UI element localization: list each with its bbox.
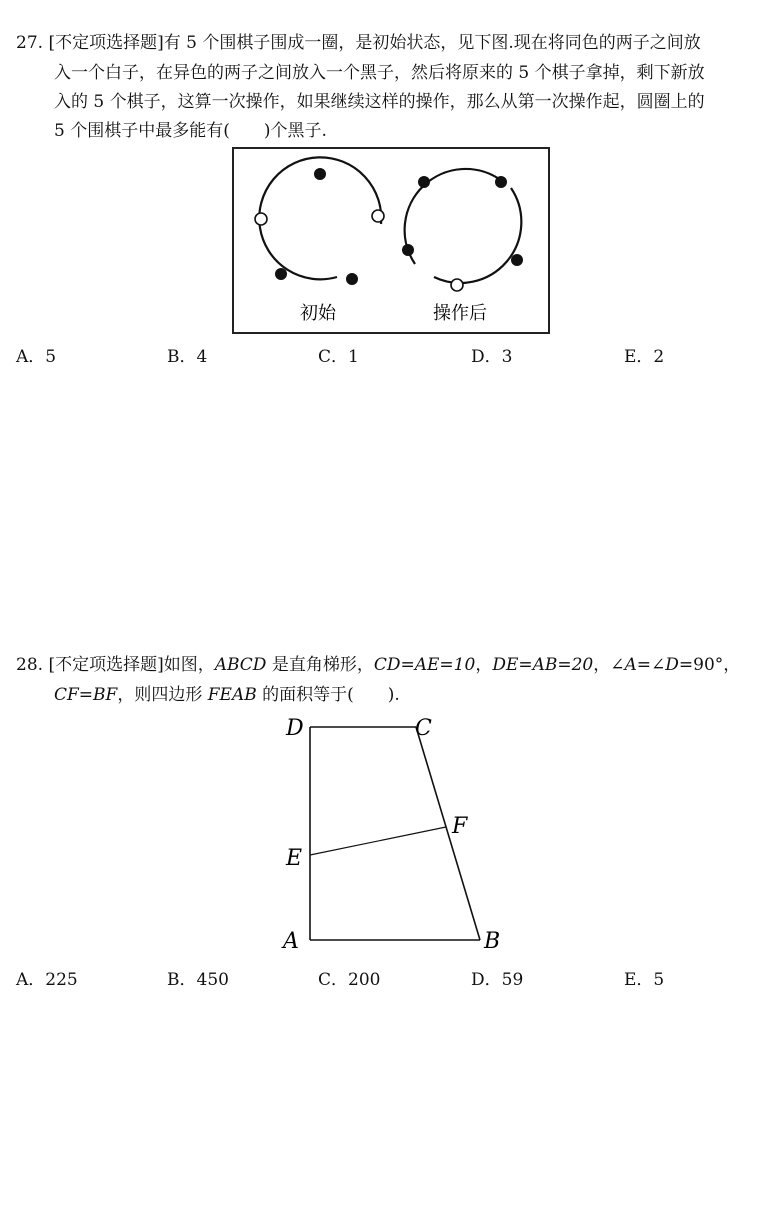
label-a: A (283, 929, 299, 954)
caption-initial: 初始 (300, 303, 336, 324)
caption-after-operation: 操作后 (433, 303, 487, 324)
q28-choice-b[interactable]: B．450 (167, 970, 229, 990)
q27-choice-b[interactable]: B．4 (167, 347, 208, 367)
q27-choice-d[interactable]: D．3 (471, 347, 513, 367)
q27-line-4: 5 个围棋子中最多能有( )个黑子. (54, 121, 327, 141)
go-stones-figure (232, 147, 550, 334)
label-f: F (452, 814, 468, 839)
q27-line-3: 入的 5 个棋子，这算一次操作，如果继续这样的操作，那么从第一次操作起，圆圈上的 (54, 92, 705, 112)
q28-choice-e[interactable]: E．5 (624, 970, 665, 990)
segment-cb (416, 727, 480, 940)
q28-choice-c[interactable]: C．200 (318, 970, 381, 990)
after-black-stone-right (511, 254, 523, 266)
label-c: C (415, 716, 432, 741)
segment-ef (310, 827, 446, 855)
initial-white-stone-left (255, 213, 267, 225)
q27-choice-a[interactable]: A．5 (16, 347, 57, 367)
after-black-stone-top-left (418, 176, 430, 188)
q27-choice-c[interactable]: C．1 (318, 347, 359, 367)
after-circle-arc-bottom (434, 188, 521, 283)
q28-number: 28. (16, 655, 44, 675)
initial-black-stone-bottom-right (346, 273, 358, 285)
q28-line-2: CF=BF，则四边形 FEAB 的面积等于( ). (54, 685, 400, 705)
initial-white-stone-right (372, 210, 384, 222)
q28-line-1: 28. [不定项选择题]如图，ABCD 是直角梯形，CD=AE=10，DE=AB=20，∠A=∠D=90°， (16, 655, 741, 675)
q27-line1-text: 有 5 个围棋子围成一圈，是初始状态，见下图.现在将同色的两子之间放 (163, 33, 701, 53)
after-white-stone-bottom (451, 279, 463, 291)
q27-line-2: 入一个白子，在异色的两子之间放入一个黑子，然后将原来的 5 个棋子拿掉，剩下新放 (54, 63, 705, 83)
q28-choice-d[interactable]: D．59 (471, 970, 524, 990)
after-black-stone-left (402, 244, 414, 256)
trapezoid-figure (270, 705, 510, 960)
label-d: D (286, 716, 304, 741)
initial-black-stone-bottom-left (275, 268, 287, 280)
initial-black-stone-top (314, 168, 326, 180)
q28-choice-a[interactable]: A．225 (16, 970, 78, 990)
go-stones-svg (234, 149, 548, 332)
q27-line-1 (16, 32, 701, 54)
q28-tag: [不定项选择题] (48, 655, 164, 675)
after-black-stone-top-right (495, 176, 507, 188)
q27-tag: [不定项选择题] (48, 33, 164, 53)
q27-choice-e[interactable]: E．2 (624, 347, 665, 367)
label-e: E (286, 846, 303, 871)
q27-number: 27. (16, 33, 44, 53)
label-b: B (484, 929, 501, 954)
